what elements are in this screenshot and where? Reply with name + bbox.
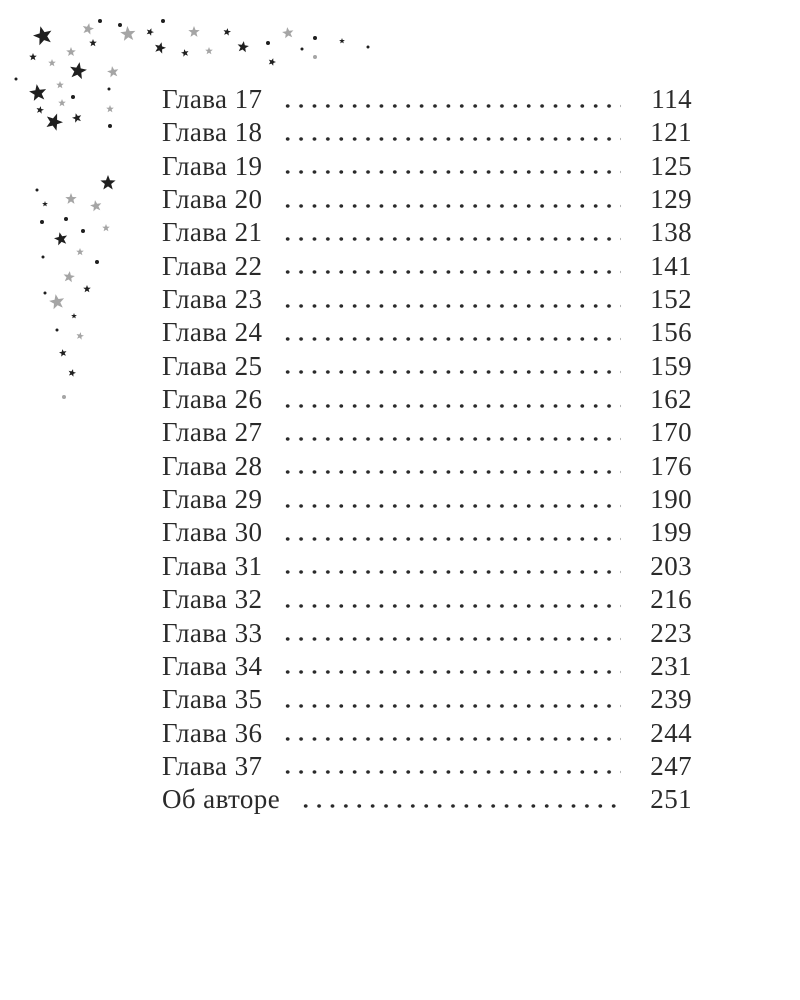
toc-leader-dots	[281, 185, 621, 208]
star-icon	[70, 62, 87, 79]
toc-entry-label: Глава 23	[162, 284, 263, 315]
toc-entry-page: 121	[650, 117, 692, 148]
toc-leader-dots	[281, 719, 621, 742]
toc-entry-page: 138	[650, 217, 692, 248]
star-dot-icon	[98, 19, 102, 23]
toc-leader-dots	[281, 252, 621, 275]
toc-entry-label: Глава 31	[162, 550, 263, 581]
toc-entry-label: Глава 20	[162, 184, 263, 215]
toc-entry-label: Об авторе	[162, 784, 281, 815]
toc-entry-page: 162	[650, 384, 692, 415]
toc-entry	[162, 451, 692, 484]
toc-entry-page: 141	[650, 250, 692, 281]
star-icon	[224, 28, 232, 35]
toc-entry-label: Глава 22	[162, 250, 263, 281]
toc-entry	[162, 718, 692, 751]
toc-leader-dots	[281, 552, 621, 575]
toc-entry-label: Глава 35	[162, 684, 263, 715]
toc-entry-label: Глава 36	[162, 717, 263, 748]
toc-leader-dots	[281, 419, 621, 442]
star-icon	[66, 47, 76, 56]
star-icon	[89, 39, 97, 46]
toc-leader-dots	[281, 585, 621, 608]
star-icon	[339, 38, 345, 43]
toc-entry	[162, 684, 692, 717]
star-dot-icon	[62, 395, 66, 399]
toc-entry-label: Глава 17	[162, 84, 263, 114]
toc-entry-label: Глава 21	[162, 217, 263, 248]
toc-leader-dots	[281, 619, 621, 642]
toc-entry-label: Глава 27	[162, 417, 263, 448]
star-dot-icon	[108, 88, 111, 91]
star-icon	[59, 349, 67, 357]
star-dot-icon	[44, 292, 47, 295]
star-dot-icon	[313, 36, 317, 40]
star-icon	[29, 53, 37, 60]
star-icon	[155, 42, 166, 53]
star-icon	[49, 294, 64, 309]
toc-entry	[162, 384, 692, 417]
toc-leader-dots	[281, 85, 621, 108]
toc-entry-label: Глава 28	[162, 450, 263, 481]
toc-entry-page: 125	[650, 150, 692, 181]
star-icon	[54, 232, 67, 245]
toc-entry-page: 170	[650, 417, 692, 448]
toc-entry-label: Глава 32	[162, 584, 263, 615]
toc-entry-page: 244	[650, 717, 692, 748]
toc-entry-page: 159	[650, 350, 692, 381]
toc-entry-page: 251	[650, 784, 692, 815]
toc-leader-dots	[281, 352, 621, 375]
toc-entry-page: 203	[650, 550, 692, 581]
toc-entry-page: 114	[651, 84, 692, 114]
star-dot-icon	[367, 46, 370, 49]
star-icon	[107, 66, 118, 77]
star-dot-icon	[71, 95, 75, 99]
star-icon	[64, 271, 75, 282]
toc-leader-dots	[281, 118, 621, 141]
star-icon	[106, 105, 114, 112]
star-icon	[71, 313, 77, 318]
toc-entry-page: 239	[650, 684, 692, 715]
toc-entry	[162, 251, 692, 284]
toc-leader-dots	[281, 452, 621, 475]
star-icon	[188, 26, 199, 37]
star-dot-icon	[42, 256, 45, 259]
star-icon	[77, 332, 85, 340]
star-dot-icon	[301, 48, 304, 51]
star-icon	[56, 81, 64, 88]
star-dot-icon	[313, 55, 317, 59]
star-icon	[83, 23, 94, 34]
star-icon	[100, 175, 115, 190]
star-icon	[147, 28, 154, 36]
toc-entry-label: Глава 37	[162, 750, 263, 781]
toc-leader-dots	[281, 752, 621, 775]
toc-entry-page: 199	[650, 517, 692, 548]
star-dot-icon	[161, 19, 165, 23]
toc-entry	[162, 84, 692, 117]
toc-entry	[162, 351, 692, 384]
toc-entry	[162, 117, 692, 150]
toc-leader-dots	[281, 685, 621, 708]
toc-entry-label: Глава 24	[162, 317, 263, 348]
toc-entry-page: 190	[650, 484, 692, 515]
toc-entry-label: Глава 19	[162, 150, 263, 181]
star-icon	[282, 27, 293, 38]
toc-leader-dots	[281, 652, 621, 675]
toc-entry-page: 152	[650, 284, 692, 315]
star-icon	[69, 369, 76, 377]
toc-entry-label: Глава 33	[162, 617, 263, 648]
toc-entry-page: 231	[650, 650, 692, 681]
toc-entry	[162, 551, 692, 584]
star-icon	[76, 248, 84, 255]
toc-entry	[162, 584, 692, 617]
star-icon	[65, 193, 76, 204]
toc-entry-label: Глава 26	[162, 384, 263, 415]
toc-entry-page: 247	[650, 750, 692, 781]
toc-entry	[162, 317, 692, 350]
toc-leader-dots	[281, 152, 621, 175]
toc-leader-dots	[281, 318, 621, 341]
toc-leader-dots	[281, 218, 621, 241]
star-icon	[83, 285, 91, 292]
toc-entry-page: 216	[650, 584, 692, 615]
star-dot-icon	[15, 78, 18, 81]
star-icon	[48, 59, 56, 66]
toc-entry	[162, 618, 692, 651]
star-dot-icon	[64, 217, 68, 221]
toc-entry-page: 176	[650, 450, 692, 481]
star-icon	[181, 49, 189, 57]
toc-entry	[162, 217, 692, 250]
star-icon	[33, 26, 51, 45]
toc-entry-label: Глава 25	[162, 350, 263, 381]
star-icon	[102, 224, 110, 231]
toc-entry	[162, 151, 692, 184]
star-icon	[120, 26, 135, 41]
toc-entry	[162, 784, 692, 817]
star-icon	[90, 200, 101, 211]
toc-leader-dots	[281, 485, 621, 508]
star-dot-icon	[118, 23, 122, 27]
toc-leader-dots	[299, 785, 621, 808]
toc-entry	[162, 517, 692, 550]
toc-entry	[162, 417, 692, 450]
star-icon	[37, 106, 45, 114]
toc-leader-dots	[281, 519, 621, 542]
star-dot-icon	[36, 189, 39, 192]
star-dot-icon	[40, 220, 44, 224]
toc-entry	[162, 484, 692, 517]
toc-entry	[162, 651, 692, 684]
toc-entry-label: Глава 30	[162, 517, 263, 548]
toc-entry-page: 223	[650, 617, 692, 648]
star-dot-icon	[108, 124, 112, 128]
toc-entry	[162, 184, 692, 217]
star-icon	[47, 114, 64, 131]
toc-leader-dots	[281, 285, 621, 308]
star-dot-icon	[266, 41, 270, 45]
star-icon	[58, 99, 66, 106]
toc-entry	[162, 751, 692, 784]
star-icon	[42, 201, 48, 206]
star-dot-icon	[81, 229, 85, 233]
toc-entry	[162, 284, 692, 317]
star-icon	[29, 84, 46, 101]
toc-entry-label: Глава 29	[162, 484, 263, 515]
star-icon	[269, 58, 276, 66]
toc-entry-label: Глава 34	[162, 650, 263, 681]
star-dot-icon	[95, 260, 99, 264]
toc-entry-page: 129	[650, 184, 692, 215]
table-of-contents	[162, 84, 692, 818]
toc-leader-dots	[281, 385, 621, 408]
star-icon	[238, 41, 249, 52]
star-icon	[205, 47, 213, 54]
toc-entry-page: 156	[650, 317, 692, 348]
star-dot-icon	[56, 329, 59, 332]
toc-entry-label: Глава 18	[162, 117, 263, 148]
star-icon	[72, 113, 81, 123]
